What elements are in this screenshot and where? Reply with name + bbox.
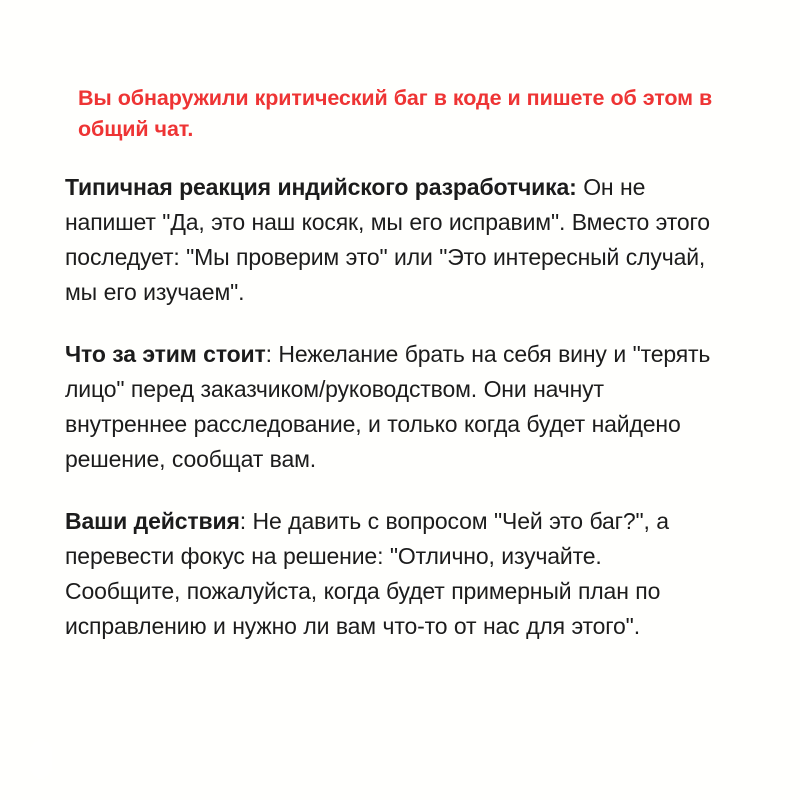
paragraph-lead-typical-reaction: Типичная реакция индийского разработчика — [65, 174, 570, 200]
paragraph-body-whats-behind-it: Нежелание брать на себя вину и "терять лицо" перед заказчиком/руководством. Они начнут внутреннее расследование, и только когда будет найдено решение, сообщат вам. — [65, 341, 711, 472]
page-title: Вы обнаружили критический баг в коде и пишете об этом в общий чат. — [78, 86, 713, 141]
paragraph-lead-separator-your-actions: : — [239, 508, 246, 534]
paragraph-lead-whats-behind-it: Что за этим стоит — [65, 341, 266, 367]
paragraph-your-actions — [65, 504, 720, 644]
paragraph-whats-behind-it — [65, 337, 720, 477]
paragraph-typical-reaction — [65, 170, 720, 310]
scan-artifact — [33, 742, 49, 776]
paragraph-body-typical-reaction: Он не напишет "Да, это наш косяк, мы его исправим". Вместо этого последует: "Мы проверим это" или "Это интересный случай, мы его изучаем". — [65, 174, 710, 305]
paragraph-lead-your-actions: Ваши действия — [65, 508, 240, 534]
body-content — [65, 170, 720, 644]
paragraph-lead-separator-typical-reaction: : — [569, 174, 577, 200]
paragraph-body-your-actions: Не давить с вопросом "Чей это баг?", а перевести фокус на решение: "Отлично, изучайте. Сообщите, пожалуйста, когда будет примерный план по исправлению и нужно ли вам что-то от нас для этого". — [65, 508, 669, 639]
paragraph-lead-separator-whats-behind-it: : — [265, 341, 272, 367]
